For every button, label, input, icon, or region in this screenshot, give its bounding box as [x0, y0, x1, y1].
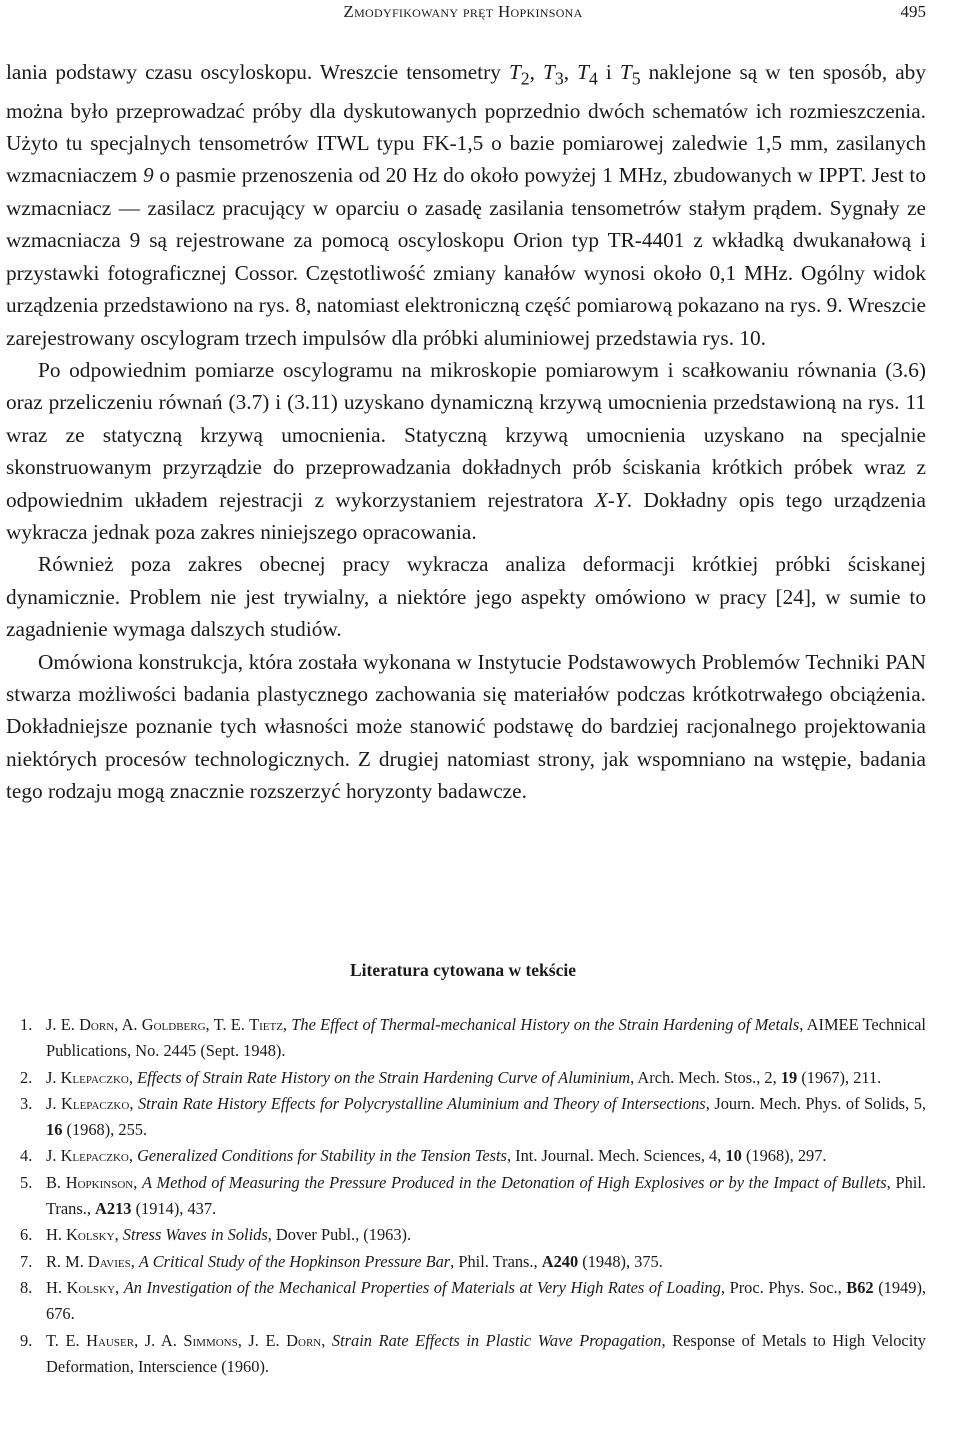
text-run: J.: [46, 1093, 62, 1113]
reference-number: 5.: [20, 1172, 33, 1192]
text-run: ,: [133, 1172, 143, 1192]
text-run: Po odpowiednim pomiarze oscylogramu na mikroskopie pomiarowym i scałkowaniu równania (3.6) oraz przeliczeniu równań (3.7) i (3.11) uzyskano dynamiczną krzywą umocnienia przedstawioną na rys. 11 wraz ze statyczną krzywą umocnienia. Statyczną krzywą umocnienia uzyskano na specjalnie skonstruowanym przyrządzie do przeprowadzania dokładnych prób ściskania krótkich próbek wraz z odpowiednim układem rejestracji z wykorzystaniem rejestratora: [6, 357, 926, 512]
reference-number: 6.: [20, 1225, 33, 1245]
reference-item: [6, 1170, 926, 1223]
text-run: H.: [46, 1225, 67, 1245]
text-run: ,: [129, 1093, 138, 1113]
text-run: , Arch. Mech. Stos., 2,: [630, 1067, 781, 1087]
text-run: ,: [282, 1015, 292, 1034]
reference-number: 7.: [20, 1251, 33, 1271]
text-run: T. E.: [46, 1330, 87, 1350]
text-run: J.: [46, 1146, 61, 1166]
running-title: Zmodyfikowany pręt Hopkinsona: [343, 2, 583, 21]
text-run: R. M.: [46, 1251, 88, 1271]
symbol-t: T: [508, 60, 521, 84]
text-run: , Phil. Trans.,: [46, 1172, 926, 1219]
text-run: (1968), 297.: [741, 1146, 827, 1166]
text-run: i: [597, 60, 620, 84]
work-title: Strain Rate Effects in Plastic Wave Propagation: [331, 1330, 662, 1350]
reference-number: 8.: [20, 1277, 33, 1297]
text-run: J.: [46, 1067, 61, 1087]
symbol-t: T: [543, 60, 555, 84]
author-name: Dorn: [79, 1015, 115, 1034]
text-run: . Dokładny opis tego urządzenia wykracza jednak poza zakres niniejszego opracowania.: [6, 487, 926, 544]
text-run: B.: [46, 1172, 66, 1192]
subscript: 5: [631, 68, 641, 89]
reference-number: 1.: [20, 1015, 33, 1034]
text-run: naklejone są w ten sposób, aby można było przeprowadzać próby dla dyskutowanych poprzednio dwóch schematów ich rozmieszczenia. Użyto tu specjalnych tensometrów ITWL typu FK-1,5 o bazie pomiarowej zaledwie 1,5 mm, zasilanych wzmacniaczem: [6, 60, 926, 188]
author-name: Klepaczko: [60, 1067, 129, 1087]
text-run: ,: [128, 1146, 138, 1166]
symbol-xy: X-Y: [594, 487, 627, 512]
text-run: H.: [46, 1277, 67, 1297]
reference-number: 3.: [20, 1093, 33, 1113]
text-run: , T. E.: [205, 1015, 250, 1034]
text-run: ,: [130, 1251, 139, 1271]
text-run: ,: [128, 1067, 138, 1087]
text-run: ,: [114, 1225, 123, 1245]
author-name: Tietz: [249, 1015, 283, 1034]
work-title: Strain Rate History Effects for Polycrystalline Aluminium and Theory of Intersections: [137, 1093, 706, 1113]
volume-number: A213: [95, 1199, 132, 1219]
paragraph-3: Również poza zakres obecnej pracy wykracza analiza deformacji krótkiej próbki ściskanej dynamicznie. Problem nie jest trywialny, a niektóre jego aspekty omówiono w pracy [24], w sumie to zagadnienie wymaga dalszych studiów.: [6, 552, 926, 642]
text-run: , Int. Journal. Mech. Sciences, 4,: [506, 1146, 726, 1166]
volume-number: A240: [541, 1251, 579, 1271]
text-run: J. E.: [46, 1015, 80, 1034]
work-title: Effects of Strain Rate History on the Strain Hardening Curve of Aluminium: [137, 1067, 631, 1087]
author-name: Goldberg: [141, 1015, 206, 1034]
page-number: 495: [900, 2, 926, 21]
text-run: (1968), 255.: [62, 1120, 148, 1140]
reference-number: 9.: [20, 1330, 33, 1350]
text-run: , Dover Publ., (1963).: [267, 1225, 412, 1245]
text-run: (1967), 211.: [797, 1067, 882, 1087]
body-text: [6, 56, 926, 808]
reference-item: [6, 1065, 926, 1091]
reference-item: [6, 1222, 926, 1248]
text-run: , A.: [114, 1015, 142, 1034]
work-title: Generalized Conditions for Stability in the Tension Tests: [137, 1146, 507, 1166]
subscript: 4: [588, 68, 598, 89]
text-run: , J. E.: [237, 1330, 287, 1350]
volume-number: 10: [725, 1146, 742, 1166]
text-run: , Journ. Mech. Phys. of Solids, 5,: [705, 1093, 926, 1113]
text-run: (1948), 375.: [578, 1251, 663, 1271]
work-title: A Method of Measuring the Pressure Produced in the Detonation of High Explosives or by the Impact of Bullets: [142, 1172, 887, 1192]
text-run: , Phil. Trans.,: [450, 1251, 542, 1271]
reference-item: [6, 1143, 926, 1169]
text-run: , AIMEE Technical Publications, No. 2445 (Sept. 1948).: [46, 1015, 926, 1061]
author-name: Hopkinson: [65, 1172, 134, 1192]
text-run: ,: [563, 60, 578, 84]
author-name: Hauser: [86, 1330, 135, 1350]
reference-item: [6, 1275, 926, 1328]
text-run: , J. A.: [134, 1330, 184, 1350]
symbol-t: T: [619, 60, 632, 84]
subscript: 2: [520, 68, 530, 89]
paragraph-2: [6, 354, 926, 548]
paragraph-1: [6, 56, 926, 354]
author-name: Simmons: [183, 1330, 238, 1350]
text-run: ,: [115, 1277, 124, 1297]
author-name: Kolsky: [66, 1277, 116, 1297]
reference-item: [6, 1091, 926, 1144]
text-run: o pasmie przenoszenia od 20 Hz do około powyżej 1 MHz, zbudowanych w IPPT. Jest to wzmacniacz — zasilacz pracujący w oparciu o zasadę zasilania tensometrów stałym prądem. Sygnały ze wzmacniacza 9 są rejestrowane za pomocą oscyloskopu Orion typ TR-4401 z wkładką dwukanałową i przystawki fotograficznej Cossor. Częstotliwość zmiany kanałów wynosi około 0,1 MHz. Ogólny widok urządzenia przedstawiono na rys. 8, natomiast elektroniczną część pomiarową pokazano na rys. 9. Wreszcie zarejestrowany oscylogram trzech impulsów dla próbki aluminiowej przedstawia rys. 10.: [6, 163, 926, 350]
reference-number: 2.: [20, 1067, 33, 1087]
text-run: lania podstawy czasu oscyloskopu. Wreszcie tensometry: [6, 60, 509, 84]
volume-number: 19: [780, 1067, 798, 1087]
references-title: Literatura cytowana w tekście: [350, 960, 576, 980]
text-run: , Proc. Phys. Soc.,: [720, 1277, 847, 1297]
reference-item: [6, 1249, 926, 1275]
symbol-t: T: [577, 60, 589, 84]
references-list: [6, 1012, 926, 1380]
work-title: A Critical Study of the Hopkinson Pressure Bar: [138, 1251, 451, 1271]
author-name: Klepaczko: [61, 1093, 130, 1113]
work-title: The Effect of Thermal-mechanical History on the Strain Hardening of Metals: [291, 1015, 800, 1034]
text-run: (1949), 676.: [46, 1277, 926, 1324]
volume-number: 16: [46, 1120, 63, 1140]
author-name: Klepaczko: [60, 1146, 129, 1166]
paragraph-4: Omówiona konstrukcja, która została wykonana w Instytucie Podstawowych Problemów Techniki PAN stwarza możliwości badania plastycznego zachowania się materiałów podczas krótkotrwałego obciążenia. Dokładniejsze poznanie tych własności może stanowić podstawę do bardziej racjonalnego projektowania niektórych procesów technologicznych. Z drugiej natomiast strony, jak wspomniano na wstępie, badania tego rodzaju mogą znacznie rozszerzyć horyzonty badawcze.: [6, 649, 926, 804]
author-name: Dorn: [286, 1330, 322, 1350]
author-name: Davies: [87, 1251, 131, 1271]
reference-item: [6, 1328, 926, 1381]
volume-number: B62: [846, 1277, 874, 1297]
reference-number: 4.: [20, 1146, 33, 1166]
text-run: (1914), 437.: [131, 1199, 217, 1219]
subscript: 3: [554, 68, 564, 89]
figure-ref-number: 9: [142, 163, 154, 188]
reference-item: [6, 1012, 926, 1065]
work-title: Stress Waves in Solids: [122, 1225, 268, 1245]
author-name: Kolsky: [66, 1225, 115, 1245]
text-run: ,: [321, 1330, 332, 1350]
text-run: , Response of Metals to High Velocity Deformation, Interscience (1960).: [46, 1330, 927, 1376]
work-title: An Investigation of the Mechanical Properties of Materials at Very High Rates of Loading: [123, 1277, 721, 1297]
text-run: ,: [529, 60, 544, 84]
running-head: [0, 2, 926, 28]
